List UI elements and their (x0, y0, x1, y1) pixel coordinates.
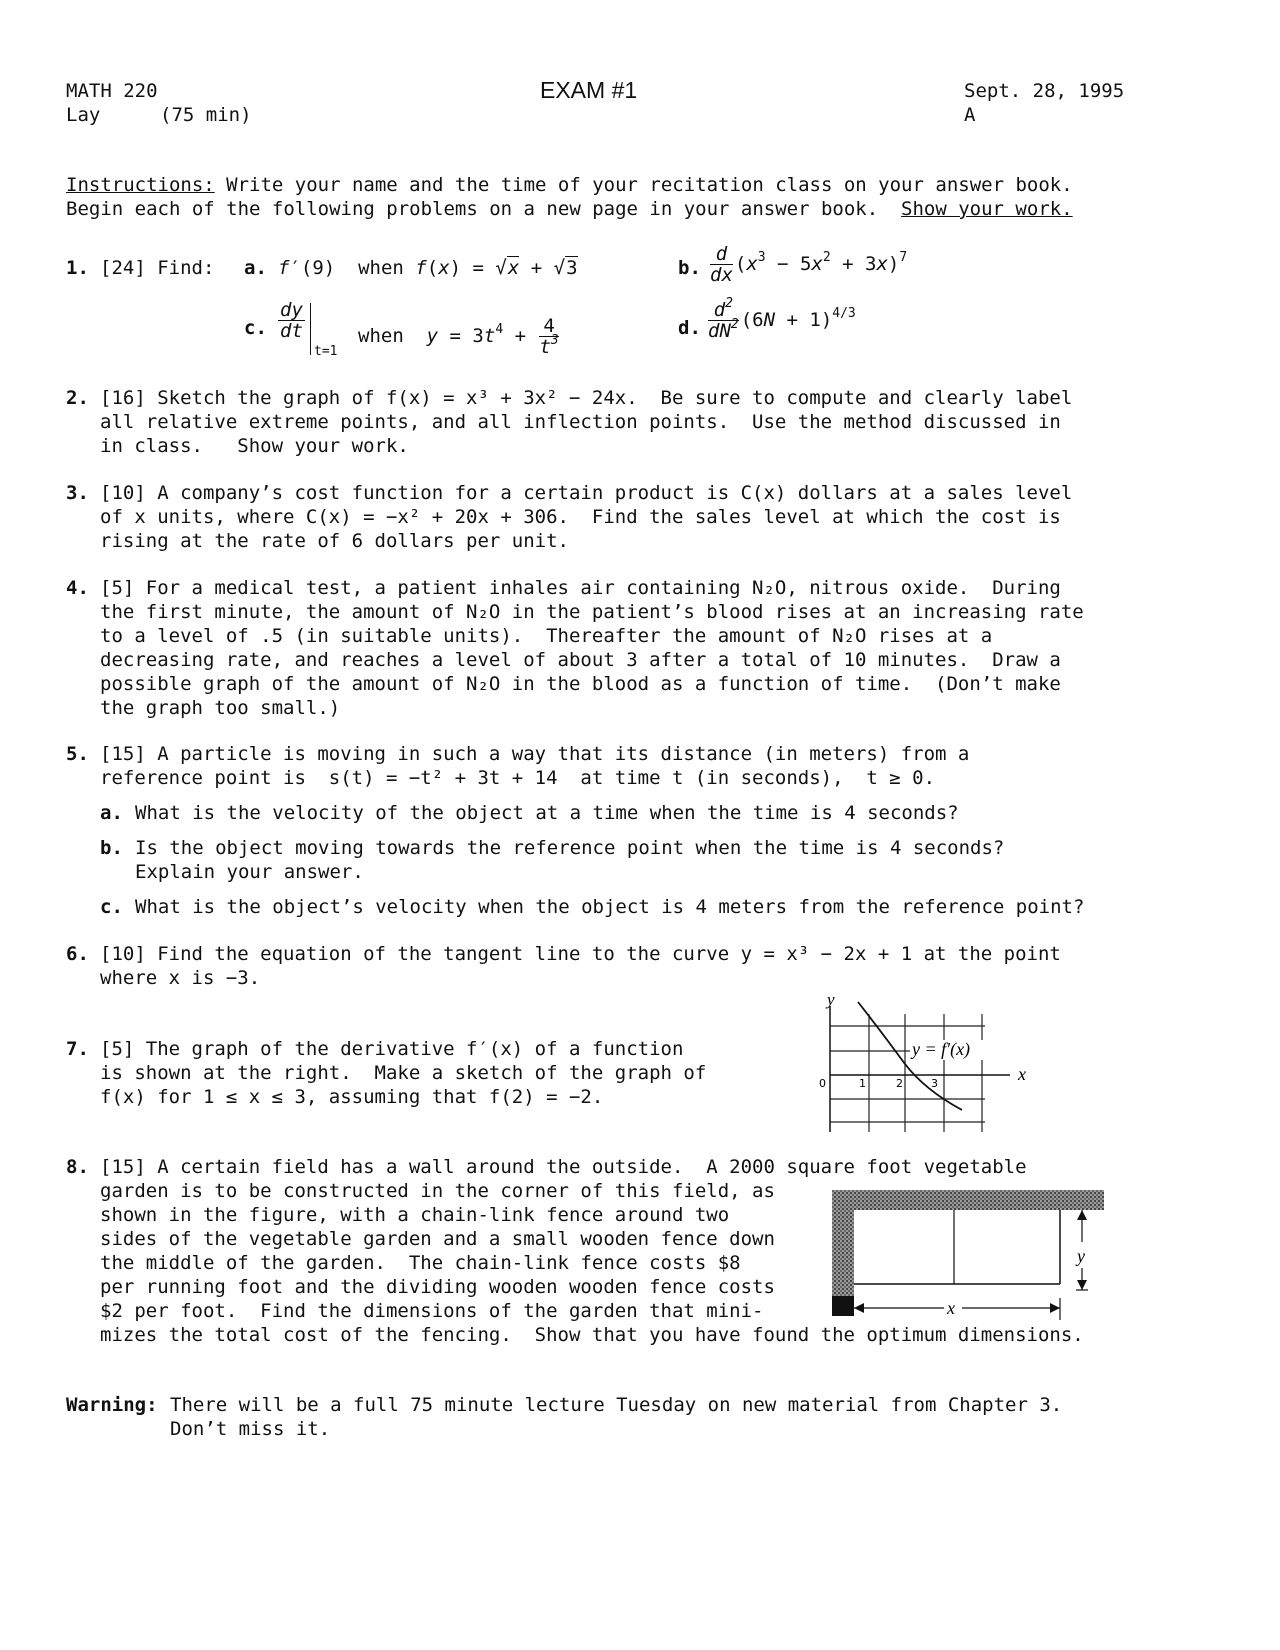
x-arrow-head-right (1050, 1303, 1060, 1313)
y-arrow-head-bottom (1077, 1280, 1087, 1290)
tick-1: 1 (859, 1077, 866, 1090)
tick-0: 0 (819, 1077, 826, 1090)
instructions-text-1: Write your name and the time of your recitation class on your answer book. (214, 174, 1073, 196)
problem-8-number: 8. (66, 1156, 89, 1178)
problem-6-line-2: where x is −3. (100, 967, 261, 989)
problem-2-number: 2. (66, 387, 89, 409)
instructions-text-2: Begin each of the following problems on a new page in your answer book. (66, 198, 902, 220)
problem-1a-label: a. (244, 257, 267, 279)
evaluation-point: t=1 (314, 344, 338, 359)
wall-corner-dark (832, 1296, 854, 1316)
x-axis-label: x (1018, 1064, 1026, 1084)
problem-1-number: 1. (66, 257, 89, 279)
problem-1c-expression: $\frac{dy}{dt}$ (280, 299, 303, 342)
problem-5-line-2: reference point is s(t) = −t² + 3t + 14 at time t (in seconds), t ≥ 0. (100, 767, 936, 789)
exam-duration: (75 min) (160, 104, 252, 126)
problem-1-intro: [24] Find: (100, 257, 215, 279)
graph-grid (830, 1014, 985, 1132)
problem-5c-label: c. (100, 896, 123, 918)
problem-5a-text: What is the velocity of the object at a time when the time is 4 seconds? (135, 802, 959, 824)
problem-3-number: 3. (66, 482, 89, 504)
problem-8-line-2: garden is to be constructed in the corner of this field, as (100, 1180, 775, 1202)
problem-6-number: 6. (66, 943, 89, 965)
problem-1d-label: d. (678, 317, 701, 339)
problem-5b-label: b. (100, 837, 123, 859)
instructor-name: Lay (66, 104, 101, 126)
problem-8-line-1: [15] A certain field has a wall around the outside. A 2000 square foot vegetable (100, 1156, 1027, 1178)
tick-2: 2 (896, 1077, 903, 1090)
derivative-graph (810, 990, 1050, 1140)
problem-5-number: 5. (66, 743, 89, 765)
problem-2-line-1: [16] Sketch the graph of f(x) = x³ + 3x² − 24x. Be sure to compute and clearly label (100, 387, 1073, 409)
problem-5b-text-1: Is the object moving towards the reference point when the time is 4 seconds? (135, 837, 1005, 859)
problem-8-line-6: per running foot and the dividing wooden wooden fence costs (100, 1276, 775, 1298)
problem-5b-text-2: Explain your answer. (135, 861, 364, 883)
top-wall (832, 1190, 1104, 1210)
course-code: MATH 220 (66, 80, 158, 102)
tick-3: 3 (931, 1077, 938, 1090)
warning-line-1: There will be a full 75 minute lecture Tuesday on new material from Chapter 3. (170, 1394, 1063, 1416)
problem-8-line-8: mizes the total cost of the fencing. Show that you have found the optimum dimensions. (100, 1324, 1084, 1346)
y-arrow-head-top (1077, 1210, 1087, 1220)
problem-1c-label: c. (244, 317, 267, 339)
instructions-label: Instructions: (66, 174, 215, 196)
problem-4-number: 4. (66, 577, 89, 599)
problem-8-line-7: $2 per foot. Find the dimensions of the garden that mini- (100, 1300, 764, 1322)
problem-5c-text: What is the object’s velocity when the object is 4 meters from the reference point? (135, 896, 1085, 918)
problem-2-line-3: in class. Show your work. (100, 435, 409, 457)
problem-7-line-1: [5] The graph of the derivative f′(x) of a function (100, 1038, 684, 1060)
instructions-line-2 (66, 197, 1073, 221)
garden-figure (826, 1184, 1116, 1324)
problem-4-line-2: the first minute, the amount of N₂O in the patient’s blood rises at an increasing rate (100, 601, 1084, 623)
instructions-line-1 (66, 173, 1073, 197)
y-axis-label: y (827, 990, 835, 1009)
y-dimension-label: y (1077, 1246, 1085, 1266)
problem-4-line-5: possible graph of the amount of N₂O in the blood as a function of time. (Don’t make (100, 673, 1061, 695)
problem-4-line-4: decreasing rate, and reaches a level of about 3 after a total of 10 minutes. Draw a (100, 649, 1061, 671)
problem-1c-rhs: when $y = 3t^4$ + $\frac{4}{t^3}$ (358, 315, 559, 358)
curve-label: y = f′(x) (912, 1039, 971, 1059)
warning-label: Warning: (66, 1394, 158, 1416)
problem-1b-expression: $\frac{d}{dx}$ $(x^3 - 5x^2 + 3x)^7$ (710, 243, 908, 286)
evaluation-bar (310, 303, 311, 355)
problem-7-line-2: is shown at the right. Make a sketch of the graph of (100, 1062, 707, 1084)
problem-4-line-3: to a level of .5 (in suitable units). Thereafter the amount of N₂O rises at a (100, 625, 993, 647)
problem-5a-label: a. (100, 802, 123, 824)
problem-1a-expression: f′(9) when f(x) = √x + √3 (278, 257, 578, 279)
problem-7-number: 7. (66, 1038, 89, 1060)
problem-3-line-3: rising at the rate of 6 dollars per unit. (100, 530, 569, 552)
problem-1b-label: b. (678, 257, 701, 279)
problem-6-line-1: [10] Find the equation of the tangent line to the curve y = x³ − 2x + 1 at the point (100, 943, 1061, 965)
x-dimension-label: x (947, 1298, 955, 1318)
exam-date: Sept. 28, 1995 (964, 80, 1125, 102)
problem-4-line-6: the graph too small.) (100, 697, 341, 719)
problem-3-line-1: [10] A company’s cost function for a certain product is C(x) dollars at a sales level (100, 482, 1073, 504)
x-arrow-head-left (854, 1303, 864, 1313)
problem-3-line-2: of x units, where C(x) = −x² + 20x + 306. Find the sales level at which the cost is (100, 506, 1061, 528)
page-title: EXAM #1 (540, 77, 638, 103)
exam-version: A (964, 104, 976, 126)
problem-2-line-2: all relative extreme points, and all inflection points. Use the method discussed in (100, 411, 1061, 433)
problem-8-line-5: the middle of the garden. The chain-link fence costs $8 (100, 1252, 741, 1274)
problem-5-line-1: [15] A particle is moving in such a way that its distance (in meters) from a (100, 743, 970, 765)
problem-8-line-3: shown in the figure, with a chain-link fence around two (100, 1204, 730, 1226)
problem-4-line-1: [5] For a medical test, a patient inhales air containing N₂O, nitrous oxide. During (100, 577, 1061, 599)
show-work-note: Show your work. (901, 198, 1073, 220)
problem-8-line-4: sides of the vegetable garden and a small wooden fence down (100, 1228, 775, 1250)
problem-7-line-3: f(x) for 1 ≤ x ≤ 3, assuming that f(2) = −2. (100, 1086, 604, 1108)
warning-line-2: Don’t miss it. (170, 1418, 331, 1440)
problem-1d-expression: $\frac{d^2}{dN^2}$ $(6N + 1)^{4/3}$ (708, 296, 856, 342)
